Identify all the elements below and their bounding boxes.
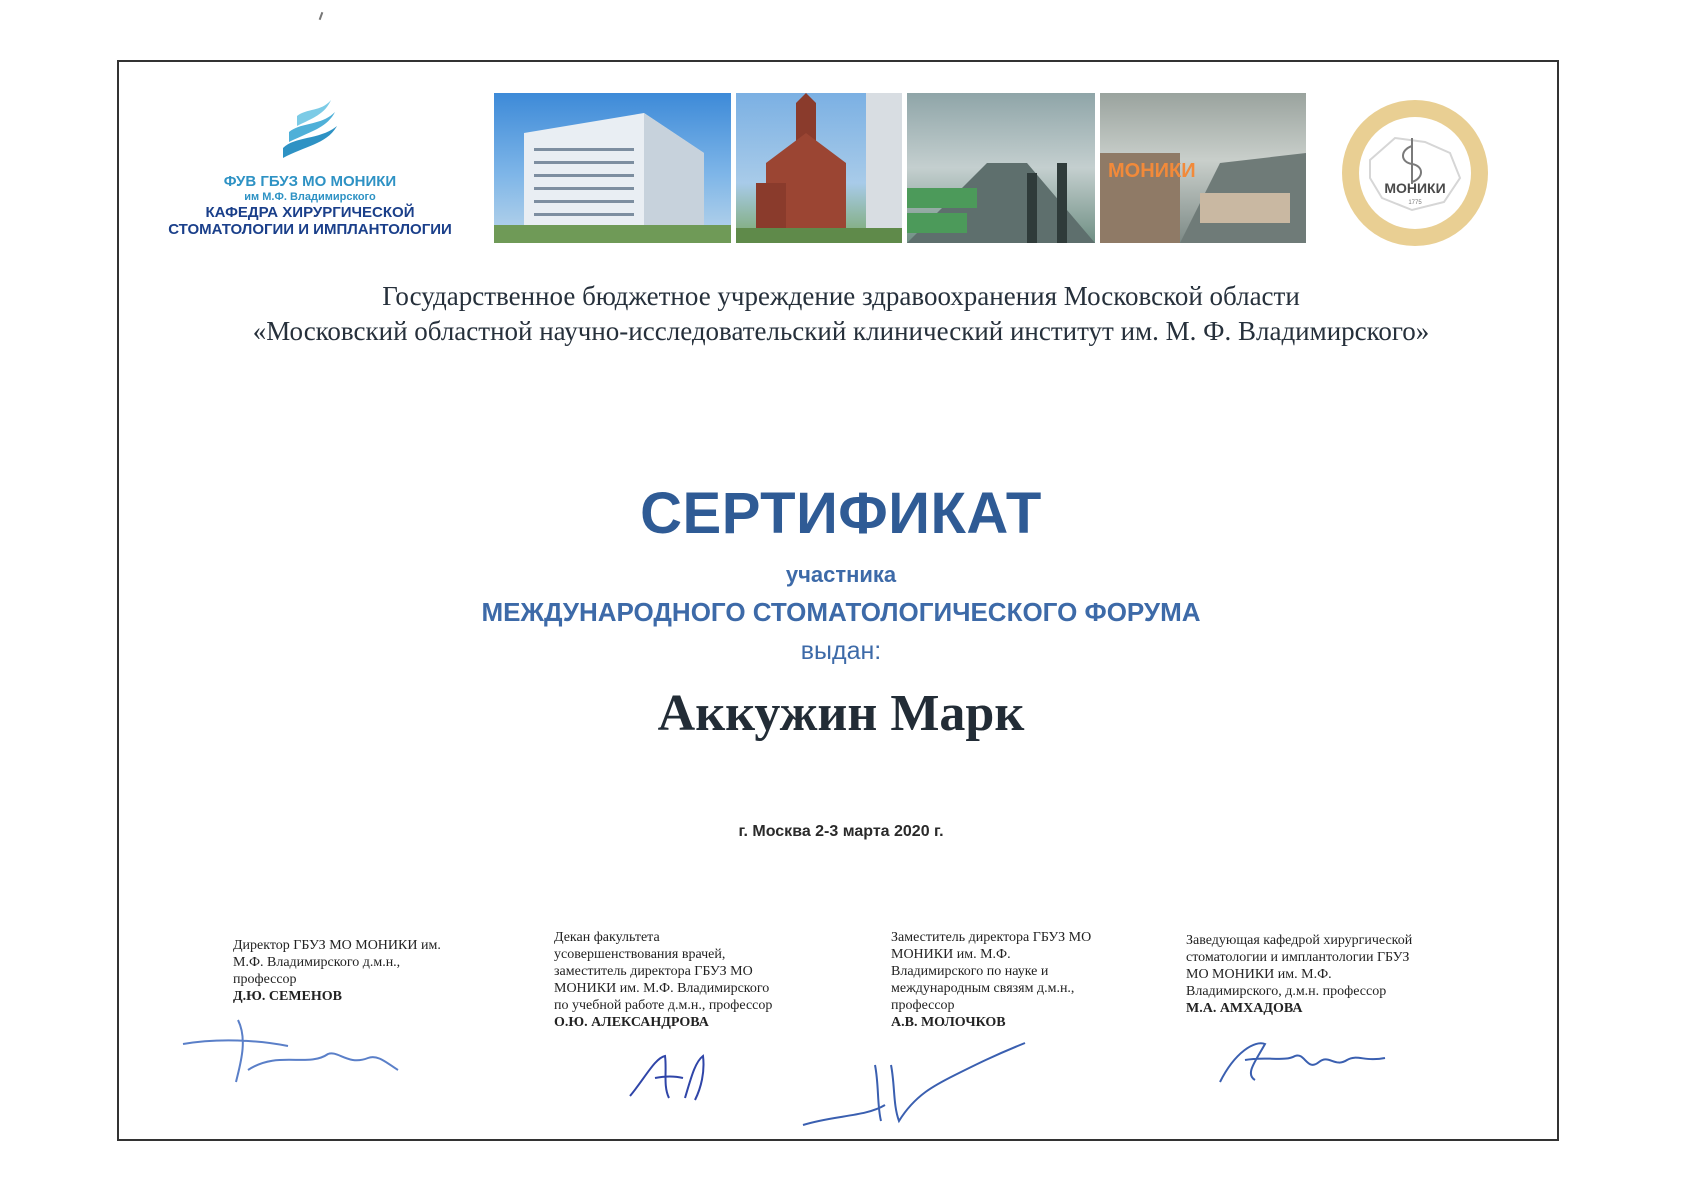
signatory-title: Декан факультета усовершенствования врачей, заместитель директора ГБУЗ МО МОНИКИ им. М.Ф. Владимирского по учебной работе д.м.н., профессор <box>554 930 773 1013</box>
seal-name: МОНИКИ <box>1384 180 1446 196</box>
photo-strip <box>494 93 1306 243</box>
scan-speck <box>319 12 324 20</box>
signatory-name: О.Ю. АЛЕКСАНДРОВА <box>554 1015 709 1030</box>
photo-lobby <box>1100 93 1306 243</box>
photo-church <box>736 93 902 243</box>
signatory-head-of-department <box>1186 932 1476 1017</box>
signature-semenov <box>178 1010 418 1090</box>
recipient-name: Аккужин Марк <box>657 685 1025 742</box>
certificate-title: СЕРТИФИКАТ <box>640 481 1042 546</box>
signatory-title: Заведующая кафедрой хирургической стоматологии и имплантологии ГБУЗ МО МОНИКИ им. М.Ф. Владимирского, д.м.н. профессор <box>1186 933 1413 999</box>
logo-line-2: им М.Ф. Владимирского <box>244 191 376 203</box>
signatory-name: А.В. МОЛОЧКОВ <box>891 1015 1006 1030</box>
photo-institute-building <box>494 93 731 243</box>
signature-molochkov <box>795 1025 1035 1135</box>
signatory-name: М.А. АМХАДОВА <box>1186 1001 1303 1016</box>
issued-label: выдан: <box>800 637 882 665</box>
photo-hall <box>907 93 1095 243</box>
signatory-dean <box>554 929 834 1031</box>
signatory-name: Д.Ю. СЕМЕНОВ <box>233 989 343 1004</box>
logo-line-1: ФУВ ГБУЗ МО МОНИКИ <box>223 173 397 190</box>
institution-line-1: Государственное бюджетное учреждение здравоохранения Московской области <box>382 281 1300 311</box>
wave-emblem-icon <box>275 96 345 172</box>
department-logo <box>140 96 480 246</box>
participant-label: участника <box>785 562 897 587</box>
seal-year: 1775 <box>1408 200 1422 206</box>
signature-amkhadova <box>1215 1032 1395 1092</box>
signature-aleksandrova <box>625 1048 735 1108</box>
signatory-deputy-director <box>891 929 1151 1031</box>
signatory-title: Директор ГБУЗ МО МОНИКИ им. М.Ф. Владимирского д.м.н., профессор <box>233 938 441 987</box>
event-name: МЕЖДУНАРОДНОГО СТОМАТОЛОГИЧЕСКОГО ФОРУМА <box>481 597 1201 627</box>
signatory-title: Заместитель директора ГБУЗ МО МОНИКИ им. М.Ф. Владимирского по науке и международным связям д.м.н., профессор <box>891 930 1092 1013</box>
institution-line-2: «Московский областной научно-исследовательский клинический институт им. М. Ф. Владимирского» <box>252 316 1430 346</box>
place-date: г. Москва 2-3 марта 2020 г. <box>738 823 944 840</box>
logo-line-3: КАФЕДРА ХИРУРГИЧЕСКОЙ <box>205 204 415 221</box>
signatory-director <box>233 937 503 1005</box>
moniki-seal-logo <box>1340 98 1490 248</box>
photo-sign-text: МОНИКИ <box>1108 160 1196 182</box>
logo-line-4: СТОМАТОЛОГИИ И ИМПЛАНТОЛОГИИ <box>168 221 452 238</box>
